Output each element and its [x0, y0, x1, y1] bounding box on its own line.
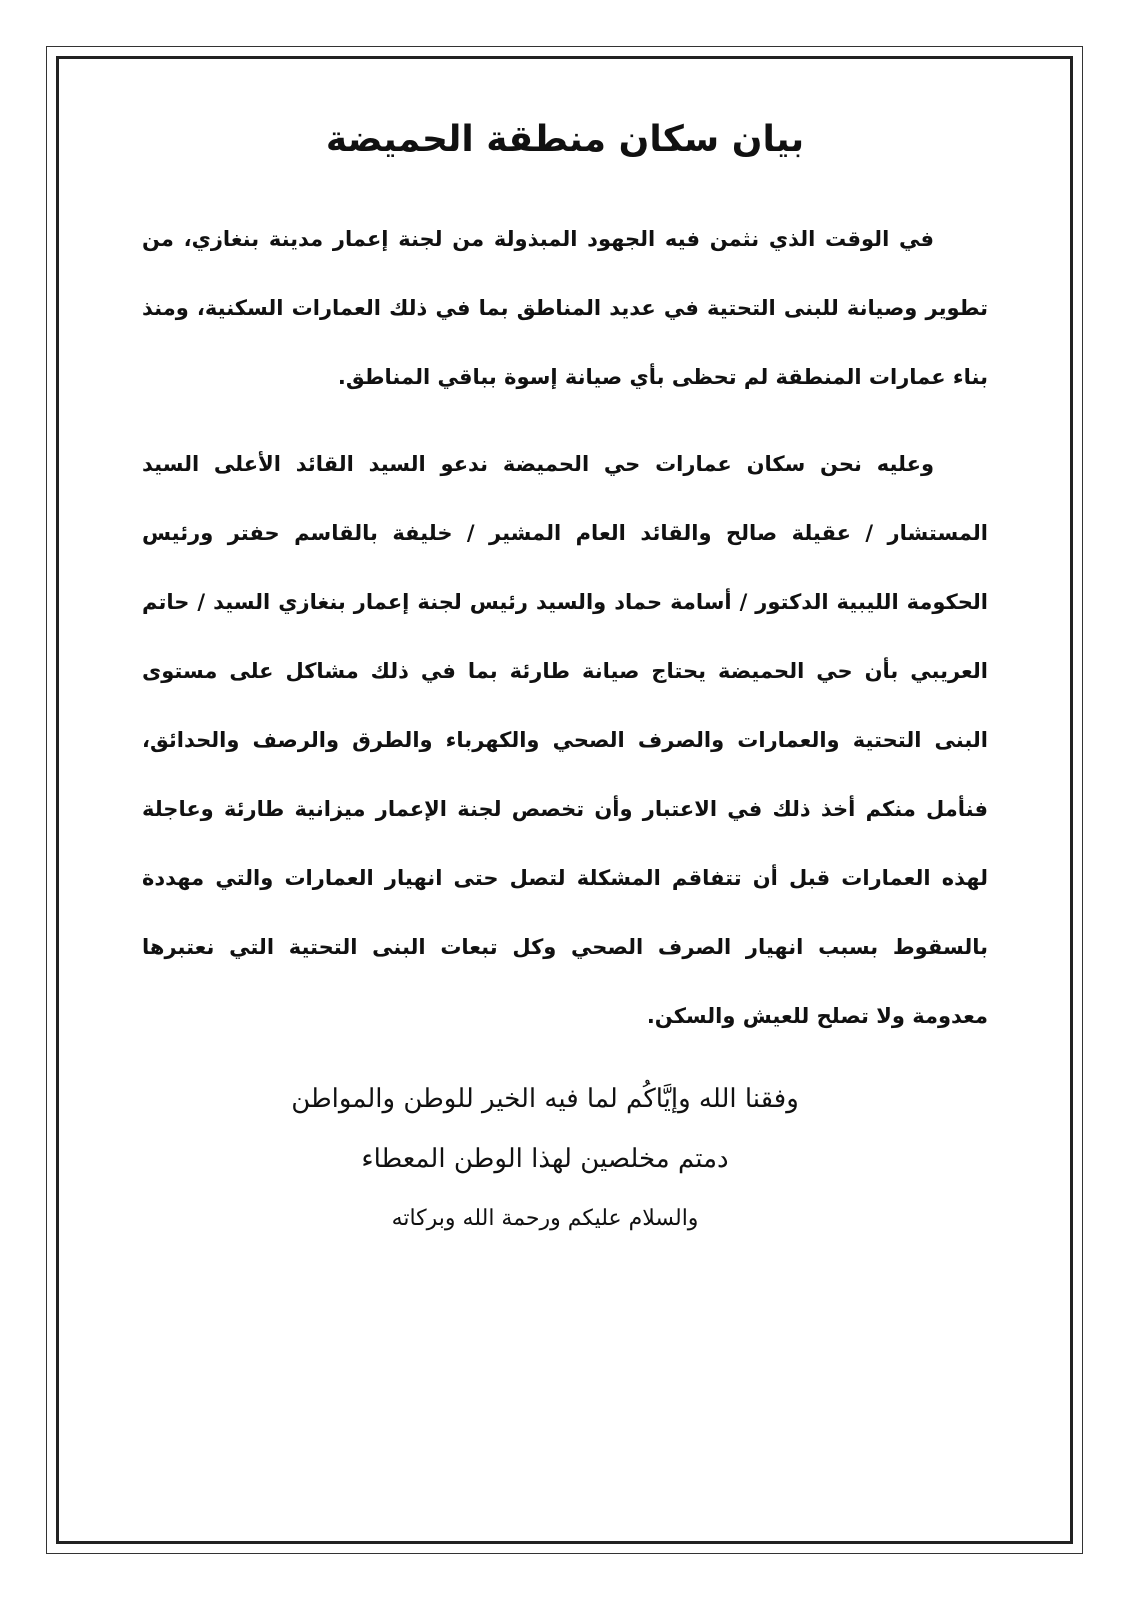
document-title: بيان سكان منطقة الحميضة [325, 119, 805, 160]
statement-document [142, 110, 988, 1249]
closing-line-greeting: والسلام عليكم ورحمة الله وبركاته [391, 1206, 699, 1231]
paragraph-intro: في الوقت الذي نثمن فيه الجهود المبذولة من لجنة إعمار مدينة بنغازي، من تطوير وصيانة للبنى التحتية في عديد المناطق بما في ذلك العمارات السكنية، ومنذ بناء عمارات المنطقة لم تحظى بأي صيانة إسوة بباقي المناطق. [142, 227, 988, 389]
closing-line-blessing: وفقنا الله وإيَّاكُم لما فيه الخير للوطن والمواطن [291, 1084, 799, 1114]
closing-block [142, 1069, 988, 1249]
closing-line-wishes: دمتم مخلصين لهذا الوطن المعطاء [361, 1144, 729, 1174]
paragraph-appeal: وعليه نحن سكان عمارات حي الحميضة ندعو السيد القائد الأعلى السيد المستشار / عقيلة صالح والقائد العام المشير / خليفة بالقاسم حفتر ورئيس الحكومة الليبية الدكتور / أسامة حماد والسيد رئيس لجنة إعمار بنغازي السيد / حاتم العريبي بأن حي الحميضة يحتاج صيانة طارئة بما في ذلك مشاكل على مستوى البنى التحتية والعمارات والصرف الصحي والكهرباء والطرق والرصف والحدائق، فنأمل منكم أخذ ذلك في الاعتبار وأن تخصص لجنة الإعمار ميزانية طارئة وعاجلة لهذه العمارات قبل أن تتفاقم المشكلة لتصل حتى انهيار العمارات والتي مهددة بالسقوط بسبب انهيار الصرف الصحي وكل تبعات البنى التحتية التي نعتبرها معدومة ولا تصلح للعيش والسكن. [142, 452, 988, 1028]
